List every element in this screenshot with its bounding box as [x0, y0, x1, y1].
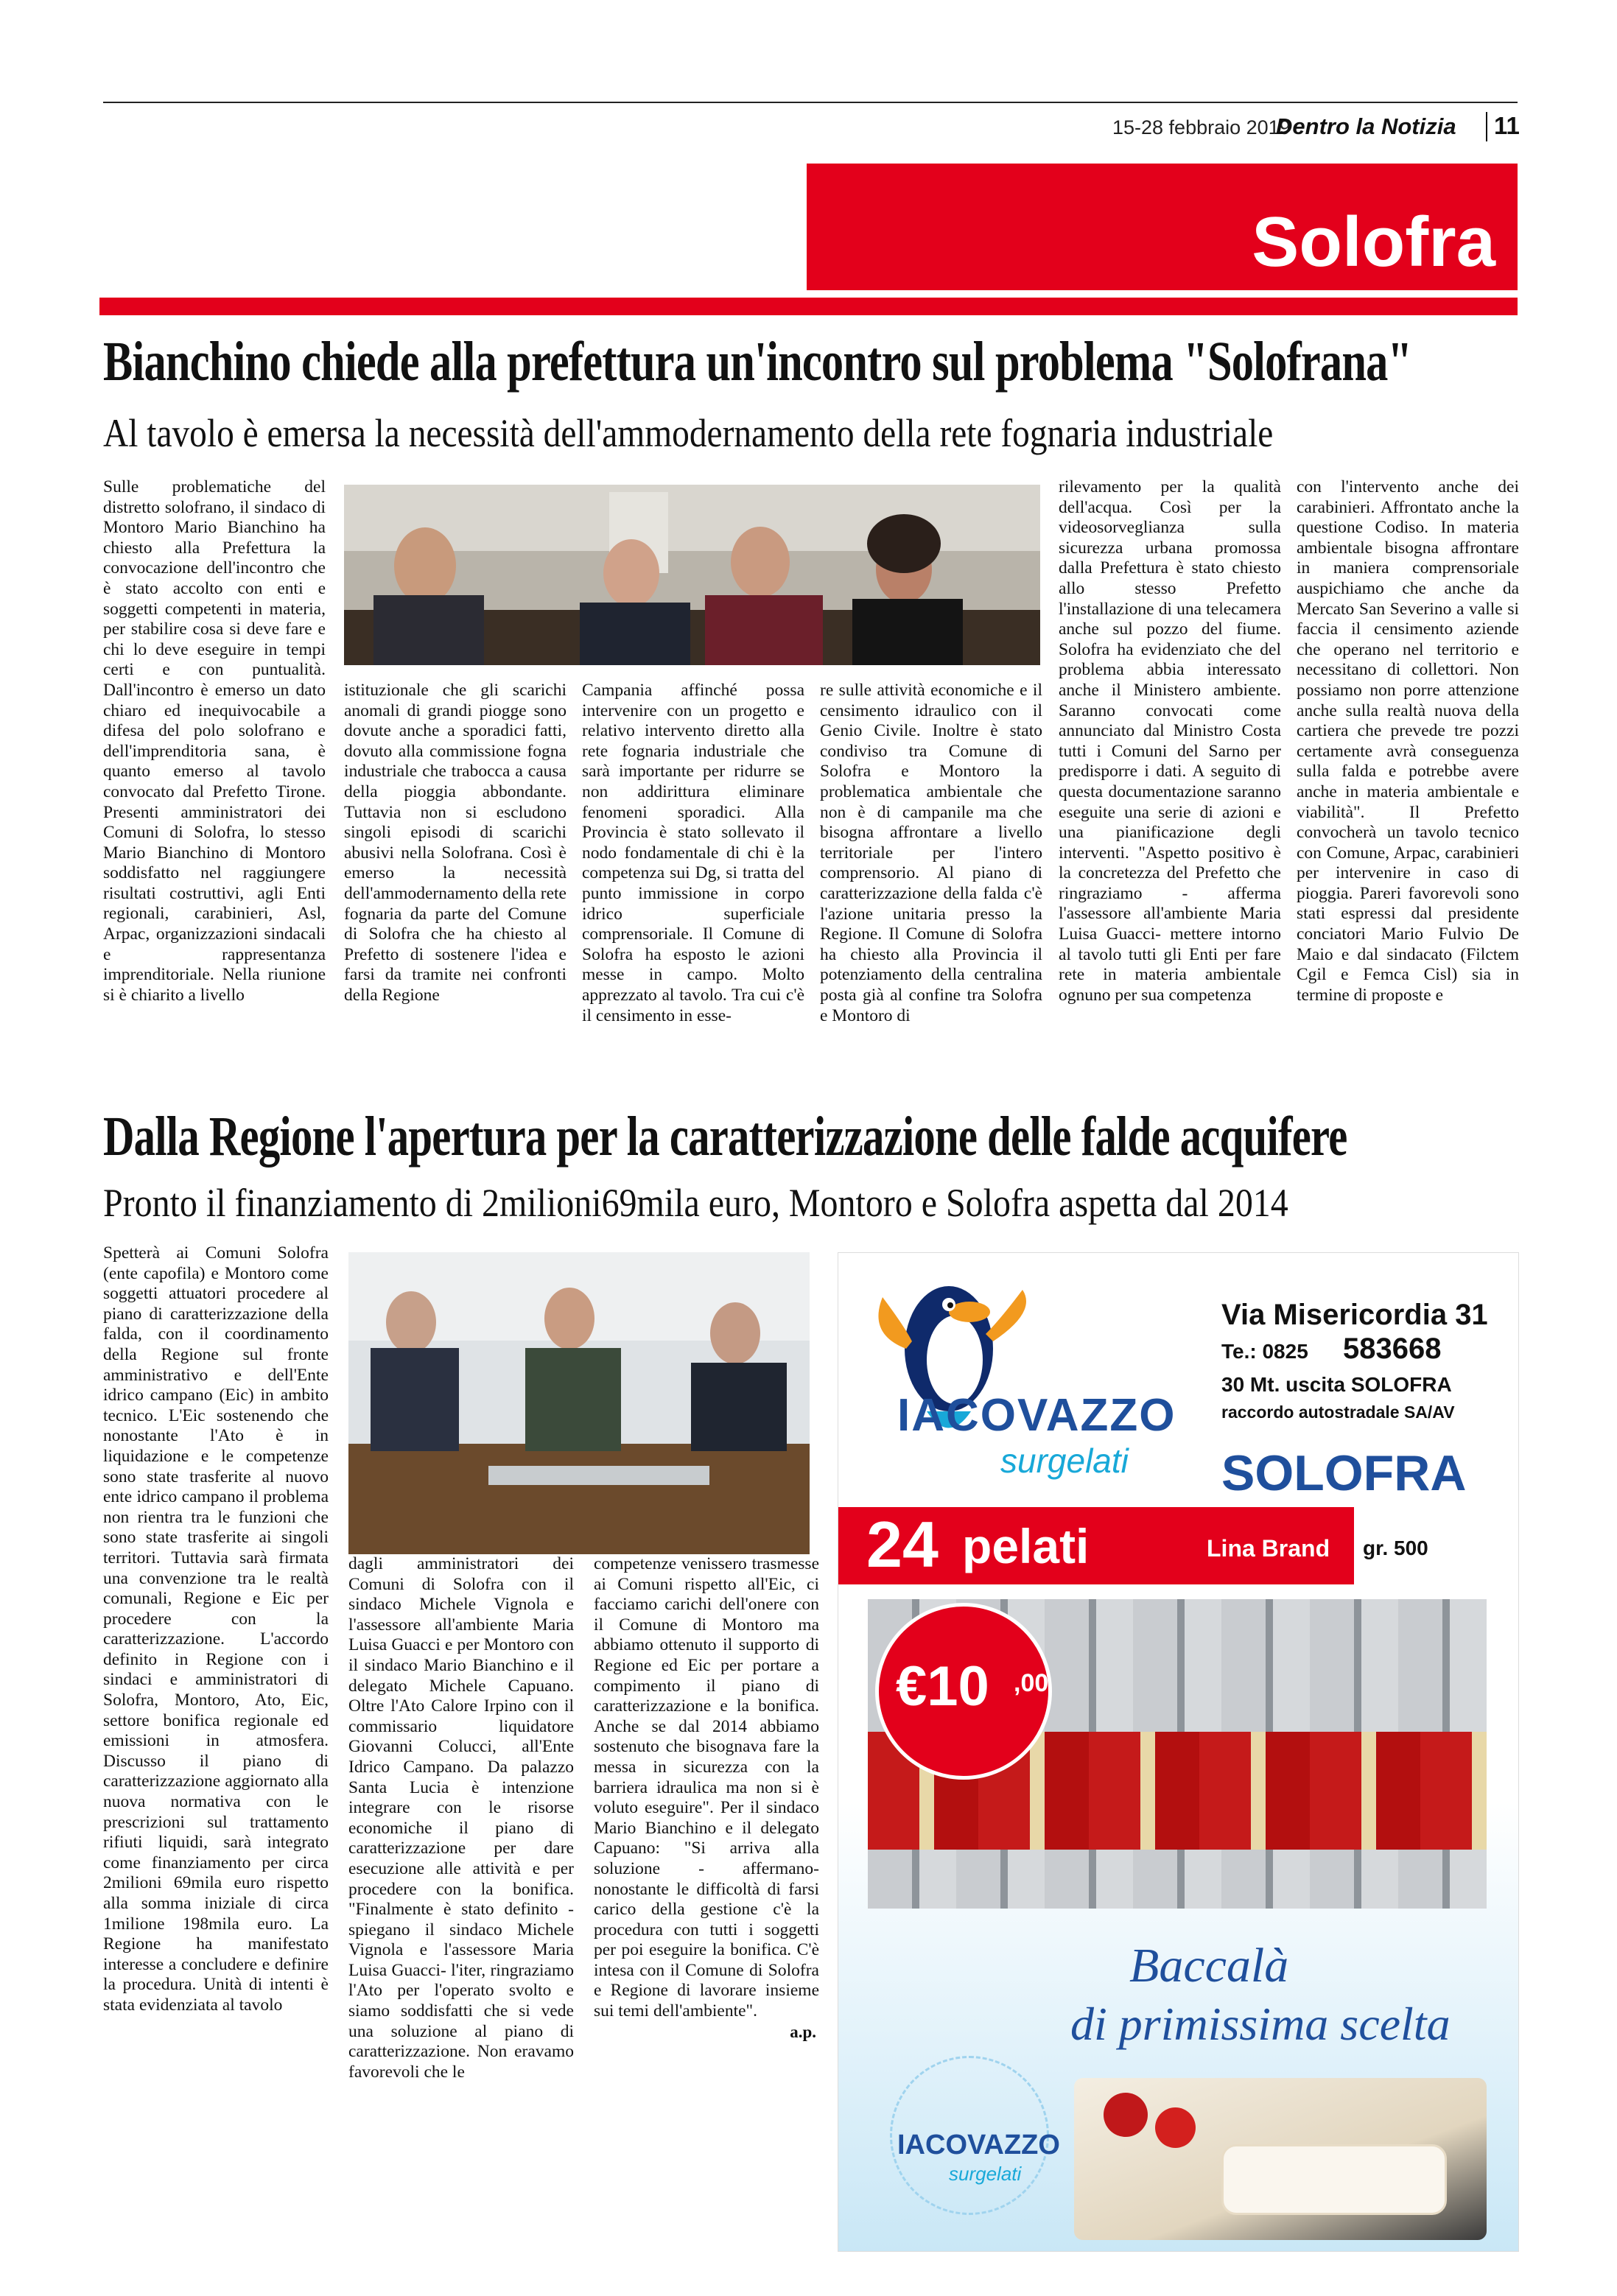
- ad-brand-sub: surgelati: [1000, 1442, 1129, 1480]
- article1-column-3: Campania affinché possa intervenire con un progetto e relativo intervento diretto alla rete fognaria industriale che sarà importante per ridurre se non addirittura eliminare fenomeni sporadici. Alla Provincia è stato sollevato il nodo fondamentale di chi è la competenza sui Dg, si tratta del punto immissione in corpo idrico superficiale comprensoriale. Il Comune di Solofra ha esposto le azioni messe in campo. Molto apprezzato al tavolo. Tra cui c'è il censimento in esse-: [582, 681, 804, 1025]
- newspaper-brand: Dentro la Notizia: [1276, 113, 1456, 139]
- section-underline: [99, 298, 1518, 315]
- ad-brand: IACOVAZZO: [897, 1390, 1176, 1441]
- ad-address: Via Misericordia 31: [1221, 1299, 1488, 1331]
- ad-phone: 583668: [1343, 1333, 1442, 1365]
- article2-photo: [348, 1252, 810, 1554]
- article1-column-6: con l'intervento anche dei carabinieri. Affrontato anche la questione Codiso. In materia ambientale bisogna affrontare in maniera comprensoriale auspichiamo che anche da Mercato San Severino a valle si faccia il censimento aziende che operano nel territorio e necessitano di collettori. Non possiamo non porre attenzione anche sulla realtà nuova della cartiera che prevede tre pozzi certamente avrà conseguenza sulla falda e potrebbe avere anche in materia ambientale e viabilità". Il Prefetto convocherà un tavolo tecnico con Comune, Arpac, carabinieri per intervenire in caso di pioggia. Pareri favorevoli sono stati espressi dal presidente conciatori Mario Fulvio De Maio e dal sindacato (Filctem Cgil e Femca Cisl) sia in termine di proposte e: [1297, 477, 1519, 1005]
- ad-brand-bottom: IACOVAZZO: [897, 2130, 1060, 2160]
- article1-column-4: re sulle attività economiche e il censimento idraulico con il Genio Civile. Inoltre è stato condiviso tra Comune di Solofra e Montoro la problematica ambientale che non è di campanile ma che bisogna affrontare a livello territoriale per l'intero comprensorio. Al piano di caratterizzazione della falda c'è l'azione unitaria presso la Regione. Il Comune di Solofra ha chiesto alla Provincia il potenziamento della centralina posta già al confine tra Solofra e Montoro di: [820, 681, 1042, 1025]
- ad-slogan-line2: di primissima scelta: [1070, 1998, 1451, 2050]
- ad-city: SOLOFRA: [1221, 1445, 1467, 1501]
- offer-weight: gr. 500: [1363, 1537, 1428, 1559]
- page-number: 11: [1494, 112, 1520, 139]
- ad-slogan-line1: Baccalà: [1129, 1939, 1289, 1993]
- article2-headline: Dalla Regione l'apertura per la caratterizzazione delle falde acquifere: [103, 1106, 1347, 1168]
- article1-column-5: rilevamento per la qualità dell'acqua. Così per la videosorveglianza sulla sicurezza urbana promossa dalla Prefettura è stato chiesto allo stesso Prefetto l'installazione di una telecamera anche sul pozzo del fiume. Solofra ha evidenziato che del problema abbia interessato anche il Ministero ambiente. Saranno convocati come annunciato dal Ministro Costa tutti i Comuni del Sarno per predisporre i dati. A seguito di questa documentazione saranno eseguite una serie di azioni e una pianificazione degli interventi. "Aspetto positivo è la concretezza del Prefetto che ringraziamo - afferma l'assessore all'ambiente Maria Luisa Guacci- mettere intorno al tavolo tutti gli Enti per fare rete in materia ambientale ognuno per sua competenza: [1059, 477, 1281, 1005]
- article2-subhead: Pronto il finanziamento di 2milioni69mila euro, Montoro e Solofra aspetta dal 2014: [103, 1181, 1288, 1225]
- article1-column-2: istituzionale che gli scarichi anomali di grandi piogge sono dovute anche a sporadici fatti, dovuto alla commissione fogna industriale che trabocca a causa della pioggia abbondante. Tuttavia non si escludono singoli episodi di scarichi abusivi nella Solofrana. Così è emerso la necessità dell'ammodernamento della rete fognaria da parte del Comune di Solofra che ha chiesto al Prefetto di sostenere l'idea e farsi da tramite nei confronti della Regione: [344, 681, 567, 1005]
- codfish-dish-image: [1074, 2078, 1487, 2240]
- ad-raccordo: raccordo autostradale SA/AV: [1221, 1402, 1455, 1422]
- article1-headline: Bianchino chiede alla prefettura un'incontro sul problema "Solofrana": [103, 331, 1412, 393]
- ad-phone-prefix: Te.: 0825: [1221, 1340, 1308, 1363]
- meeting-photo-image: [344, 485, 1040, 665]
- article-signature: a.p.: [790, 2022, 816, 2041]
- regional-meeting-image: [348, 1252, 810, 1554]
- iacovazzo-advertisement[interactable]: [838, 1252, 1519, 2252]
- issue-date: 15-28 febbraio 2019: [1112, 116, 1291, 138]
- article1-subhead: Al tavolo è emersa la necessità dell'ammodernamento della rete fognaria industriale: [103, 411, 1274, 455]
- offer-product: pelati: [962, 1519, 1090, 1573]
- offer-brand: Lina Brand: [1207, 1535, 1330, 1562]
- top-rule: [103, 102, 1518, 103]
- ad-distance: 30 Mt. uscita SOLOFRA: [1221, 1373, 1452, 1396]
- price-euro: €10: [896, 1655, 989, 1718]
- section-band: [807, 166, 1518, 290]
- price-cents: ,00: [1014, 1669, 1049, 1697]
- article1-photo: [344, 485, 1040, 665]
- ad-brand-bottom-sub: surgelati: [949, 2163, 1022, 2185]
- offer-quantity: 24: [866, 1508, 939, 1581]
- section-title: Solofra: [1252, 203, 1495, 281]
- article2-column-1: Spetterà ai Comuni Solofra (ente capofila) e Montoro come soggetti attuatori procedere al piano di caratterizzazione della falda, con il coordinamento della Regione sul fronte amministrativo e dell'Ente idrico campano (Eic) in ambito tecnico. L'Eic sostenendo che nonostante l'Ato è in liquidazione e le competenze sono state trasferite al nuovo ente idrico campano il problema non rientra tra le funzioni che sono state trasferite ai singoli territori. Tuttavia sarà firmata una convenzione tra le realtà comunali, Regione e Eic per procedere con la caratterizzazione. L'accordo definito in Regione con i sindaci e amministratori di Solofra, Montoro, Ato, Eic, settore bonifica regionale ed emissioni in atmosfera. Discusso il piano di caratterizzazione aggiornato alla nuova normativa con le prescrizioni sul trattamento rifiuti liquidi, sarà integrato come finanziamento per circa 2milioni 69mila euro rispetto alla somma iniziale di circa 1milione 198mila euro. La Regione ha manifestato interesse a concludere e definire la procedura. Unità di intenti è stata evidenziata al tavolo: [103, 1243, 329, 2015]
- header-divider: [1486, 112, 1487, 141]
- article2-column-2: dagli amministratori dei Comuni di Solofra con il sindaco Michele Vignola e l'assessore all'ambiente Maria Luisa Guacci e per Montoro con il sindaco Mario Bianchino e il delegato Michele Capuano. Oltre l'Ato Calore Irpino con il commissario liquidatore Giovanni Colucci, all'Ente Idrico Campano. Da palazzo Santa Lucia è intenzione integrare con le risorse economiche il piano di caratterizzazione per dare esecuzione alle attività e per procedere con la bonifica. "Finalmente è stato definito -spiegano il sindaco Michele Vignola e l'assessore Maria Luisa Guacci- l'iter, ringraziamo l'Ato per l'operato svolto e siamo soddisfatti che si vede una soluzione al piano di caratterizzazione. Non eravamo favorevoli che le: [348, 1554, 574, 2082]
- article1-column-1: Sulle problematiche del distretto solofrano, il sindaco di Montoro Mario Bianchino ha chiesto alla Prefettura la convocazione dell'incontro che è stato accolto con enti e soggetti competenti in materia, per stabilire cosa si deve fare e chi lo deve eseguire in tempi certi e con puntualità. Dall'incontro è emerso un dato chiaro ed inequivocabile a difesa del polo solofrano e dell'imprenditoria sana, è quanto emerso al tavolo convocato dal Prefetto Tirone. Presenti amministratori dei Comuni di Solofra, lo stesso Mario Bianchino di Montoro soddisfatto nel raggiungere risultati costruttivi, agli Enti regionali, carabinieri, Asl, Arpac, organizzazioni sindacali e rappresentanza imprenditoriale. Nella riunione si è chiarito a livello: [103, 477, 326, 1005]
- article2-column-3: competenze venissero trasmesse ai Comuni rispetto all'Eic, ci facciamo carichi dell'onere con il Comune di Montoro ma abbiamo ottenuto il supporto di Regione ed Eic per portare a compimento il piano di caratterizzazione e la bonifica. Anche se dal 2014 abbiamo sostenuto che bisognava fare la messa in sicurezza con la barriera idraulica ma non si è voluto eseguire". Per il sindaco Mario Bianchino e il delegato Capuano: "Si arriva alla soluzione - affermano- nonostante le difficoltà di farsi carico della gestione c'è la procedura con tutti i soggetti per poi eseguire la bonifica. C'è intesa con il Comune di Solofra e Regione di lavorare insieme sui temi dell'ambiente". a.p.: [594, 1554, 819, 2041]
